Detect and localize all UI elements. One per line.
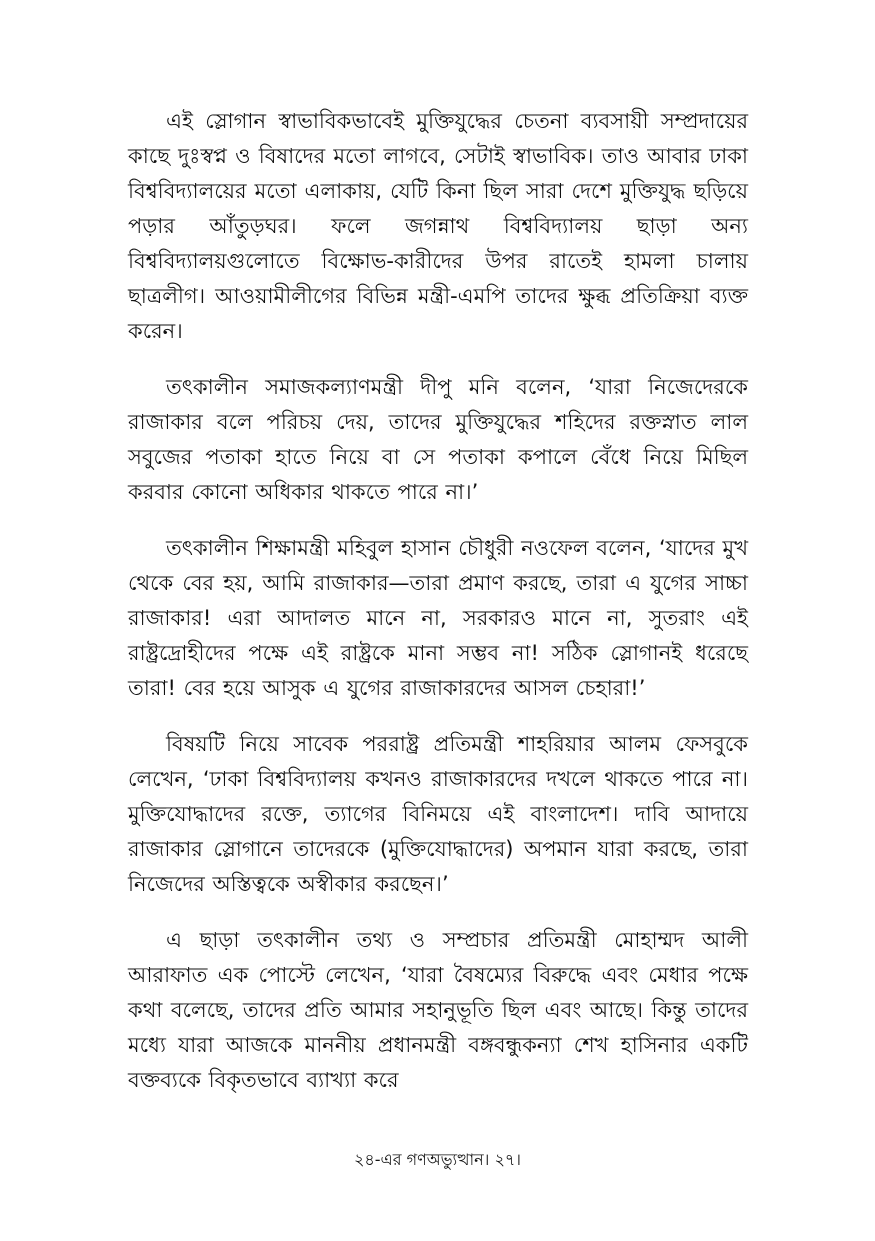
paragraph: তৎকালীন শিক্ষামন্ত্রী মহিবুল হাসান চৌধুরী নওফেল বলেন, ‘যাদের মুখ থেকে বের হয়, আমি রাজাকার—তারা প্রমাণ করছে, তারা এ যুগের সাচ্চা রাজাকার! এরা আদালত মানে না, সরকারও মানে না, সুতরাং এই রাষ্ট্রদ্রোহীদের পক্ষে এই রাষ্ট্রকে মানা সম্ভব না! সঠিক স্লোগানই ধরেছে তারা! বের হয়ে আসুক এ যুগের রাজাকারদের আসল চেহারা!’ — [128, 536, 748, 700]
page-body — [128, 104, 748, 1119]
paragraph: বিষয়টি নিয়ে সাবেক পররাষ্ট্র প্রতিমন্ত্রী শাহরিয়ার আলম ফেসবুকে লেখেন, ‘ঢাকা বিশ্ববিদ্যালয় কখনও রাজাকারদের দখলে থাকতে পারে না। মুক্তিযোদ্ধাদের রক্তে, ত্যাগের বিনিময়ে এই বাংলাদেশ। দাবি আদায়ে রাজাকার স্লোগানে তাদেরকে (মুক্তিযোদ্ধাদের) অপমান যারা করছে, তারা নিজেদের অস্তিত্বকে অস্বীকার করছেন।’ — [128, 732, 748, 896]
page-footer: ২৪-এর গণঅভ্যুত্থান। ২৭। — [354, 1150, 521, 1169]
paragraph: তৎকালীন সমাজকল্যাণমন্ত্রী দীপু মনি বলেন, ‘যারা নিজেদেরকে রাজাকার বলে পরিচয় দেয়, তাদের মুক্তিযুদ্ধের শহিদের রক্তস্নাত লাল সবুজের পতাকা হাতে নিয়ে বা সে পতাকা কপালে বেঁধে নিয়ে মিছিল করবার কোনো অধিকার থাকতে পারে না।’ — [128, 375, 748, 504]
paragraph: এই স্লোগান স্বাভাবিকভাবেই মুক্তিযুদ্ধের চেতনা ব্যবসায়ী সম্প্রদায়ের কাছে দুঃস্বপ্ন ও বিষাদের মতো লাগবে, সেটাই স্বাভাবিক। তাও আবার ঢাকা বিশ্ববিদ্যালয়ের মতো এলাকায়, যেটি কিনা ছিল সারা দেশে মুক্তিযুদ্ধ ছড়িয়ে পড়ার আঁতুড়ঘর। ফলে জগন্নাথ বিশ্ববিদ্যালয় ছাড়া অন্য বিশ্ববিদ্যালয়গুলোতে বিক্ষোভ-কারীদের উপর রাতেই হামলা চালায় ছাত্রলীগ। আওয়ামীলীগের বিভিন্ন মন্ত্রী-এমপি তাদের ক্ষুব্ধ প্রতিক্রিয়া ব্যক্ত করেন। — [128, 109, 748, 343]
paragraph: এ ছাড়া তৎকালীন তথ্য ও সম্প্রচার প্রতিমন্ত্রী মোহাম্মদ আলী আরাফাত এক পোস্টে লেখেন, ‘যারা বৈষম্যের বিরুদ্ধে এবং মেধার পক্ষে কথা বলেছে, তাদের প্রতি আমার সহানুভূতি ছিল এবং আছে। কিন্তু তাদের মধ্যে যারা আজকে মাননীয় প্রধানমন্ত্রী বঙ্গবন্ধুকন্যা শেখ হাসিনার একটি বক্তব্যকে বিকৃতভাবে ব্যাখ্যা করে — [128, 928, 748, 1092]
